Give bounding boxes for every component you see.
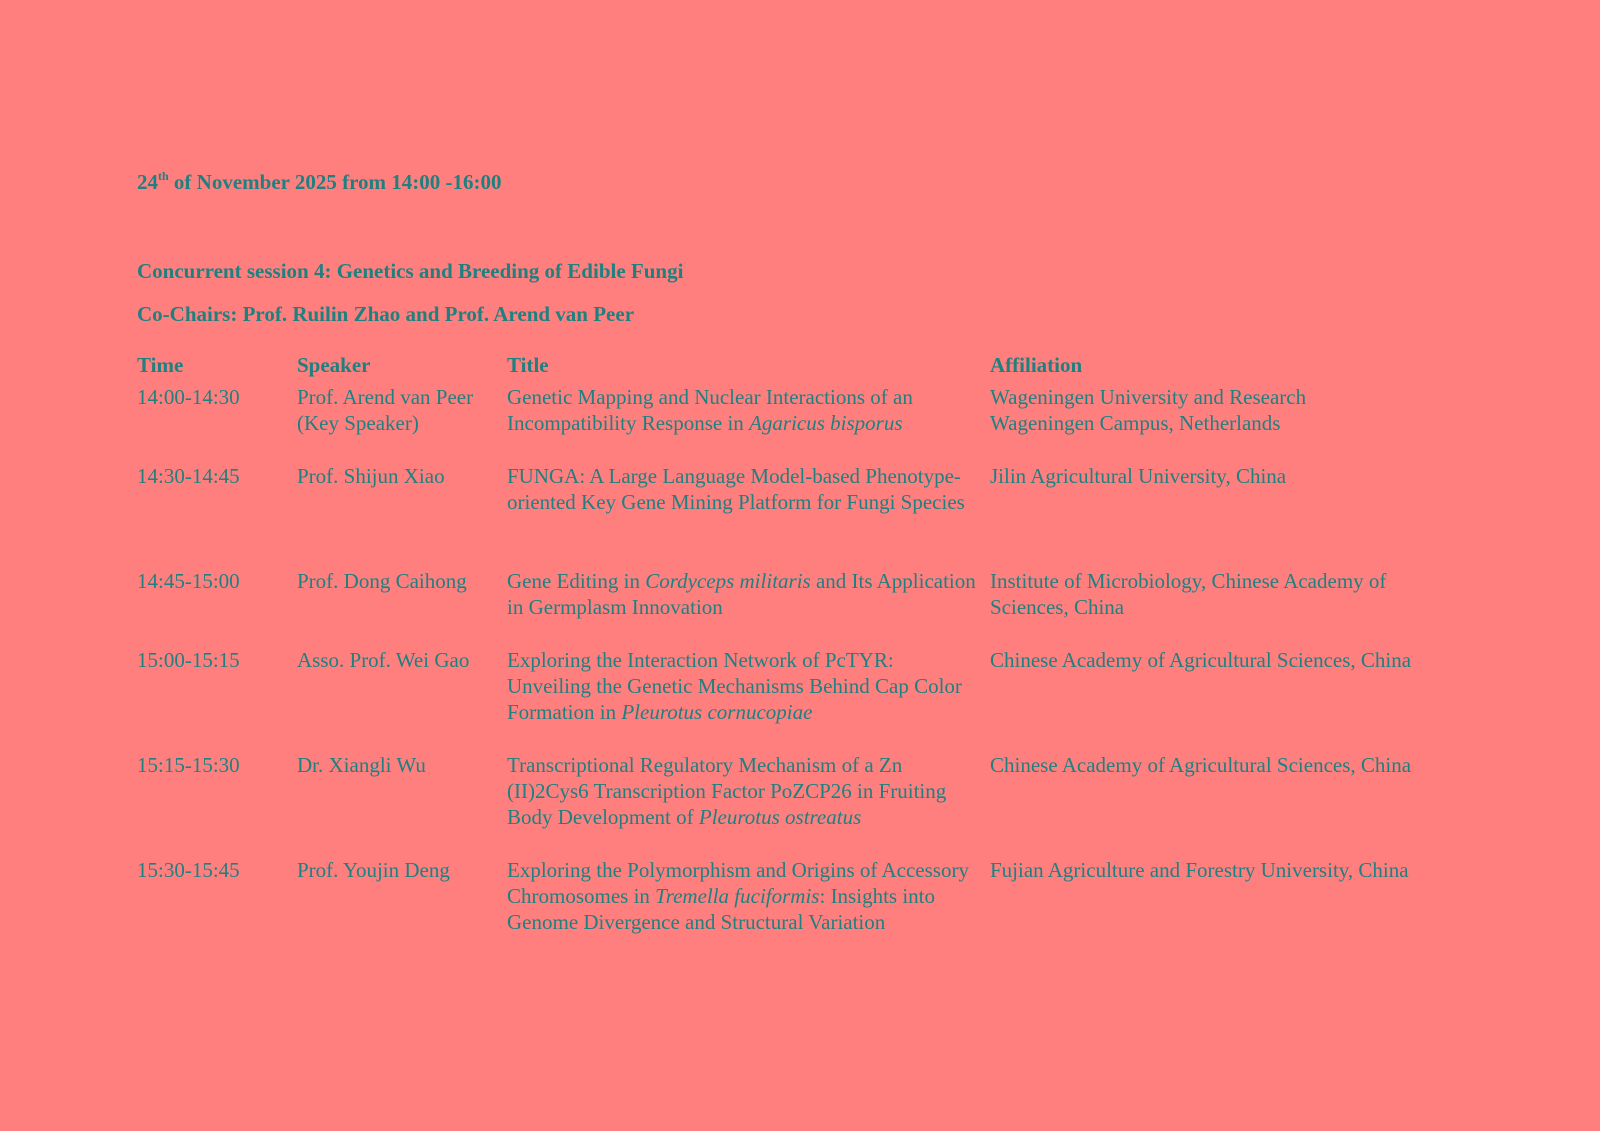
- date-day: 24: [137, 170, 158, 194]
- column-header-speaker: Speaker: [297, 353, 371, 377]
- title-text: Gene Editing in: [507, 569, 646, 593]
- species-name: Pleurotus ostreatus: [698, 805, 862, 829]
- table-row: [137, 857, 1467, 962]
- species-name: Pleurotus cornucopiae: [621, 700, 813, 724]
- title-cell: [507, 463, 990, 568]
- affiliation-cell: [990, 384, 1467, 463]
- affiliation-cell: Fujian Agriculture and Forestry University, China: [990, 858, 1409, 882]
- time-cell: 15:30-15:45: [137, 858, 240, 882]
- speaker-cell: Asso. Prof. Wei Gao: [297, 648, 470, 672]
- table-row: [137, 647, 1467, 752]
- title-cell: [507, 384, 990, 463]
- affiliation-cell: Institute of Microbiology, Chinese Academy of Sciences, China: [990, 569, 1387, 619]
- title-text: Exploring the Interaction Network of PcTYR: Unveiling the Genetic Mechanisms Behind Cap Color Formation in: [507, 648, 962, 724]
- time-cell: 14:45-15:00: [137, 569, 240, 593]
- speaker-cell: Dr. Xiangli Wu: [297, 753, 426, 777]
- species-name: Cordyceps militaris: [645, 569, 811, 593]
- title-cell: [507, 568, 990, 647]
- time-cell: 15:15-15:30: [137, 753, 240, 777]
- title-text-end: : Insights into Genome Divergence and Structural Variation: [507, 884, 935, 934]
- title-cell: [507, 647, 990, 752]
- date-rest: of November 2025 from 14:00 -16:00: [168, 170, 502, 194]
- affiliation-cell: Jilin Agricultural University, China: [990, 464, 1287, 488]
- event-date: [137, 170, 502, 195]
- title-text: FUNGA: A Large Language Model-based Phenotype-oriented Key Gene Mining Platform for Fungi Species: [507, 464, 965, 514]
- speaker-cell: Prof. Arend van Peer (Key Speaker): [297, 385, 474, 435]
- affiliation-line: Wageningen Campus, Netherlands: [990, 411, 1281, 435]
- affiliation-cell: Chinese Academy of Agricultural Sciences, China: [990, 648, 1412, 672]
- table-row: [137, 384, 1467, 463]
- speaker-cell: Prof. Shijun Xiao: [297, 464, 445, 488]
- title-text-end: and Its Application in Germplasm Innovation: [507, 569, 976, 619]
- affiliation-cell: Chinese Academy of Agricultural Sciences, China: [990, 753, 1412, 777]
- column-header-time: Time: [137, 353, 184, 377]
- date-suffix: th: [158, 169, 169, 183]
- column-header-affiliation: Affiliation: [990, 353, 1083, 377]
- table-row: [137, 752, 1467, 857]
- speaker-cell: Prof. Dong Caihong: [297, 569, 467, 593]
- title-cell: [507, 752, 990, 857]
- time-cell: 15:00-15:15: [137, 648, 240, 672]
- time-cell: 14:00-14:30: [137, 385, 240, 409]
- title-cell: [507, 857, 990, 962]
- title-text: Transcriptional Regulatory Mechanism of a Zn (II)2Cys6 Transcription Factor PoZCP26 in Fruiting Body Development of: [507, 753, 947, 829]
- co-chairs: Co-Chairs: Prof. Ruilin Zhao and Prof. Arend van Peer: [137, 302, 635, 326]
- column-header-title: Title: [507, 353, 549, 377]
- title-text: Exploring the Polymorphism and Origins of Accessory Chromosomes in: [507, 858, 969, 908]
- species-name: Tremella fuciformis: [655, 884, 820, 908]
- species-name: Agaricus bisporus: [749, 411, 903, 435]
- schedule-table: [137, 352, 1467, 962]
- session-title: Concurrent session 4: Genetics and Breeding of Edible Fungi: [137, 259, 684, 283]
- speaker-cell: Prof. Youjin Deng: [297, 858, 450, 882]
- title-text: Genetic Mapping and Nuclear Interactions of an Incompatibility Response in: [507, 385, 913, 435]
- affiliation-line: Wageningen University and Research: [990, 385, 1307, 409]
- table-row: [137, 568, 1467, 647]
- table-row: [137, 463, 1467, 568]
- time-cell: 14:30-14:45: [137, 464, 240, 488]
- table-header-row: [137, 352, 1467, 384]
